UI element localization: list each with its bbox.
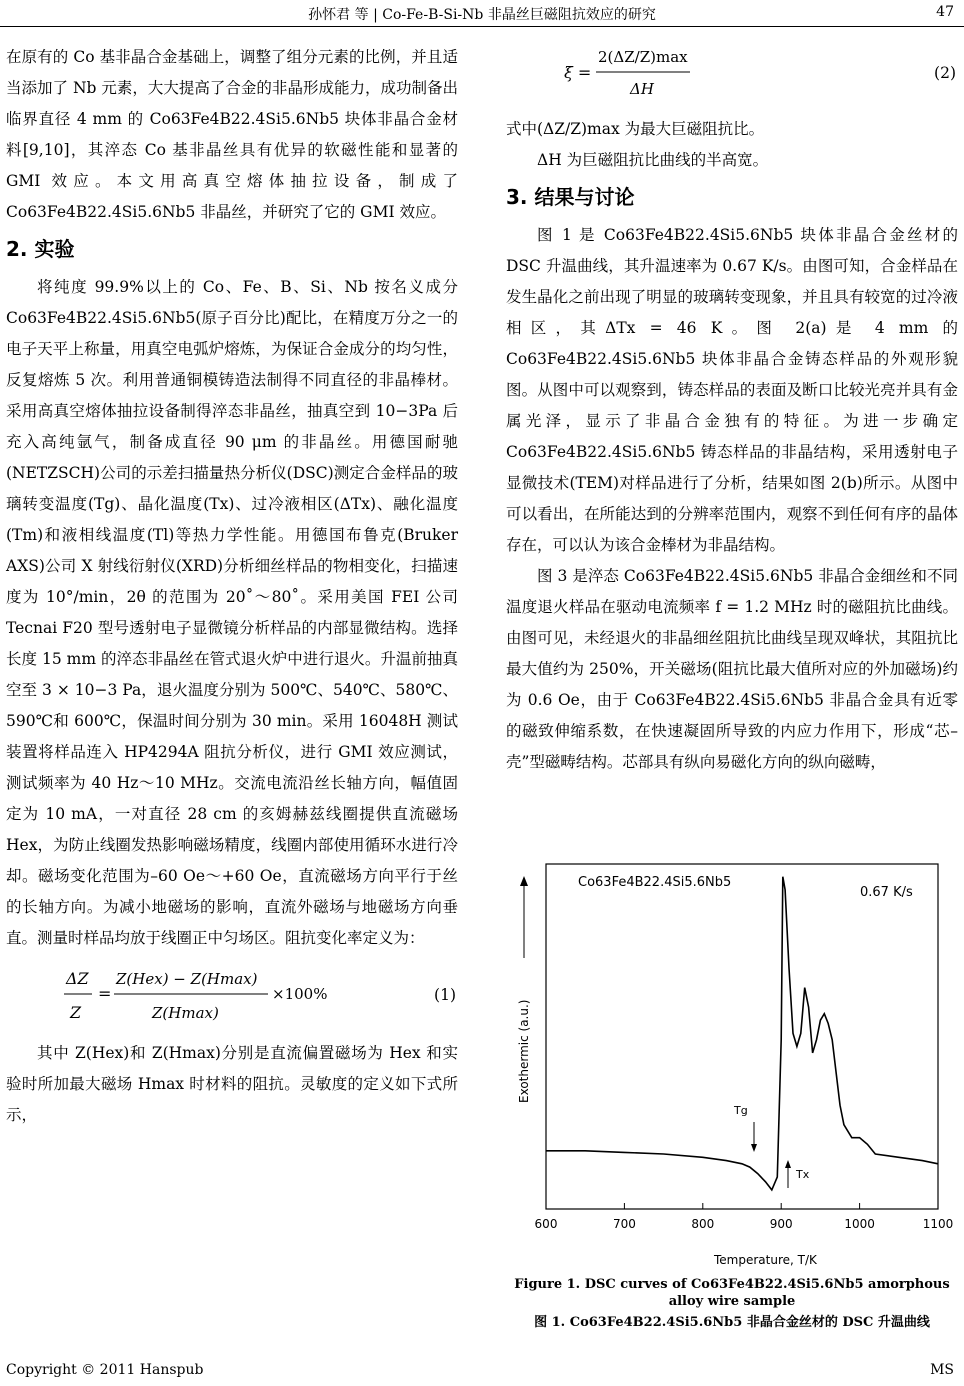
- chart-inner-title: Co63Fe4B22.4Si5.6Nb5: [578, 875, 732, 890]
- x-tick-label: 600: [534, 1217, 558, 1231]
- plot-frame: [546, 864, 938, 1209]
- x-tick-label: 1000: [844, 1217, 875, 1231]
- eq2-den: ΔH: [630, 80, 654, 98]
- impedance-paragraph: 其中 Z(Hex)和 Z(Hmax)分别是直流偏置磁场为 Hex 和实验时所加最大磁场 Hmax 时材料的阻抗。灵敏度的定义如下式所示，: [6, 1044, 458, 1124]
- eq1-rhs-num: Z(Hex) − Z(Hmax): [116, 970, 258, 988]
- x-tick-label: 1100: [922, 1217, 954, 1231]
- eq1-lhs-den: Z: [70, 1003, 82, 1022]
- results-paragraph-2: 图 3 是淬态 Co63Fe4B22.4Si5.6Nb5 非晶合金细丝和不同温度退火样品在驱动电流频率 f = 1.2 MHz 时的磁阻抗比曲线。由图可见，未经退火的非晶细丝阻抗比曲线呈现双峰状，其阻抗比最大值约为 250%，开关磁场(阻抗比最大值所对应的外加磁场)约为 0.6 Oe，由于 Co63Fe4B22.4Si5.6Nb5 非晶合金具有近零的磁致伸缩系数，在快速凝固所导致的内应力作用下，形成“芯–壳”型磁畴结构。芯部具有纵向易磁化方向的纵向磁畴，: [506, 567, 958, 771]
- eq1-equals: =: [98, 984, 112, 1003]
- equation-2-svg: [506, 42, 958, 114]
- definition-line-2: ΔH 为巨磁阻抗比曲线的半高宽。: [537, 151, 769, 169]
- x-tick-label: 900: [769, 1217, 793, 1231]
- equation-2: [506, 42, 958, 114]
- eq1-lhs-num: ΔZ: [66, 969, 89, 988]
- eq2-num: 2(ΔZ/Z)max: [598, 48, 688, 66]
- equation-1: [6, 954, 458, 1038]
- tx-label: Tx: [796, 1168, 810, 1181]
- y-axis-arrowhead: [520, 876, 528, 886]
- equation-1-svg: [6, 954, 458, 1038]
- figure-caption-cn: 图 1. Co63Fe4B22.4Si5.6Nb5 非晶合金丝材的 DSC 升温曲线: [534, 1315, 930, 1330]
- definition-line-1: 式中(ΔZ/Z)max 为最大巨磁阻抗比。: [506, 120, 765, 138]
- section-heading-experiment: 2. 实验: [6, 237, 75, 261]
- equation-2-number: (2): [934, 64, 956, 82]
- x-axis-label: Temperature, T/K: [714, 1253, 817, 1267]
- y-axis-label: Exothermic (a.u.): [517, 999, 531, 1103]
- equation-1-number: (1): [434, 986, 456, 1004]
- dsc-chart: [508, 858, 958, 1270]
- right-column: [506, 42, 958, 778]
- running-title: 孙怀君 等 | Co-Fe-B-Si-Nb 非晶丝巨磁阻抗效应的研究: [308, 7, 656, 23]
- experiment-paragraph: 将纯度 99.9%以上的 Co、Fe、B、Si、Nb 按名义成分 Co63Fe4B22.4Si5.6Nb5(原子百分比)配比，在精度万分之一的电子天平上称量，用真空电弧炉熔炼，为保证合金成分的均匀性，反复熔炼 5 次。利用普通铜模铸造法制得不同直径的非晶棒材。采用高真空熔体抽拉设备制得淬态非晶丝，抽真空到 10−3Pa 后充入高纯氩气，制备成直径 90 μm 的非晶丝。用德国耐驰(NETZSCH)公司的示差扫描量热分析仪(DSC)测定合金样品的玻璃转变温度(Tg)、晶化温度(Tx)、过冷液相区(ΔTx)、融化温度(Tm)和液相线温度(Tl)等热力学性能。用德国布鲁克(Bruker AXS)公司 X 射线衍射仪(XRD)分析细丝样品的物相变化，扫描速度为 10°/min，2θ 的范围为 20˚～80˚。采用美国 FEI 公司 Tecnai F20 型号透射电子显微镜分析样品的内部显微结构。选择长度 15 mm 的淬态非晶丝在管式退火炉中进行退火。升温前抽真空至 3 × 10−3 Pa，退火温度分别为 500℃、540℃、580℃、590℃和 600℃，保温时间分别为 30 min。采用 16048H 测试装置将样品连入 HP4294A 阻抗分析仪，进行 GMI 效应测试，测试频率为 40 Hz～10 MHz。交流电流沿丝长轴方向，幅值固定为 10 mA，一对直径 28 cm 的亥姆赫兹线圈提供直流磁场 Hex，为防止线圈发热影响磁场精度，线圈内部使用循环水进行冷却。磁场变化范围为–60 Oe～+60 Oe，直流磁场方向平行于丝的长轴方向。为减小地磁场的影响，直流外磁场与地磁场方向垂直。测量时样品均放于线圈正中匀场区。阻抗变化率定义为：: [6, 278, 458, 947]
- tg-label: Tg: [734, 1104, 748, 1117]
- x-axis-ticks: [535, 1203, 954, 1231]
- footer-journal: MS: [930, 1362, 954, 1378]
- figure-1: [508, 858, 958, 1274]
- tg-arrowhead: [751, 1144, 757, 1152]
- dsc-curve: [546, 877, 938, 1190]
- heating-rate-label: 0.67 K/s: [860, 885, 913, 900]
- results-paragraph-1: 图 1 是 Co63Fe4B22.4Si5.6Nb5 块体非晶合金丝材的 DSC 升温曲线，其升温速率为 0.67 K/s。由图可知，合金样品在发生晶化之前出现了明显的玻璃转变现象，并且具有较宽的过冷液相区，其ΔTx = 46 K。图 2(a)是 4 mm 的 Co63Fe4B22.4Si5.6Nb5 块体非晶合金铸态样品的外观形貌图。从图中可以观察到，铸态样品的表面及断口比较光亮并具有金属光泽，显示了非晶合金独有的特征。为进一步确定 Co63Fe4B22.4Si5.6Nb5 铸态样品的非晶结构，采用透射电子显微技术(TEM)对样品进行了分析，结果如图 2(b)所示。从图中可以看出，在所能达到的分辨率范围内，观察不到任何有序的晶体存在，可以认为该合金棒材为非晶结构。: [506, 226, 958, 554]
- x-tick-label: 800: [691, 1217, 715, 1231]
- left-column: [6, 42, 458, 1131]
- figure-caption-en: Figure 1. DSC curves of Co63Fe4B22.4Si5.6Nb5 amorphous alloy wire sample: [514, 1277, 950, 1309]
- eq1-factor: ×100%: [272, 985, 328, 1003]
- x-tick-label: 700: [612, 1217, 636, 1231]
- section-heading-results: 3. 结果与讨论: [506, 185, 635, 209]
- page-header: [0, 0, 964, 27]
- intro-paragraph: 在原有的 Co 基非晶合金基础上，调整了组分元素的比例，并且适当添加了 Nb 元素，大大提高了合金的非晶形成能力，成功制备出临界直径 4 mm 的 Co63Fe4B22.4Si5.6Nb5 块体非晶合金材料[9,10]，其淬态 Co 基非晶丝具有优异的软磁性能和显著的 GMI 效应。本文用高真空熔体抽拉设备，制成了 Co63Fe4B22.4Si5.6Nb5 非晶丝，并研究了它的 GMI 效应。: [6, 48, 458, 221]
- page-number: 47: [936, 4, 954, 20]
- footer-copyright: Copyright © 2011 Hanspub: [6, 1362, 204, 1378]
- eq1-rhs-den: Z(Hmax): [152, 1004, 219, 1022]
- tx-arrowhead: [785, 1160, 791, 1168]
- eq2-lhs: ξ =: [564, 63, 592, 82]
